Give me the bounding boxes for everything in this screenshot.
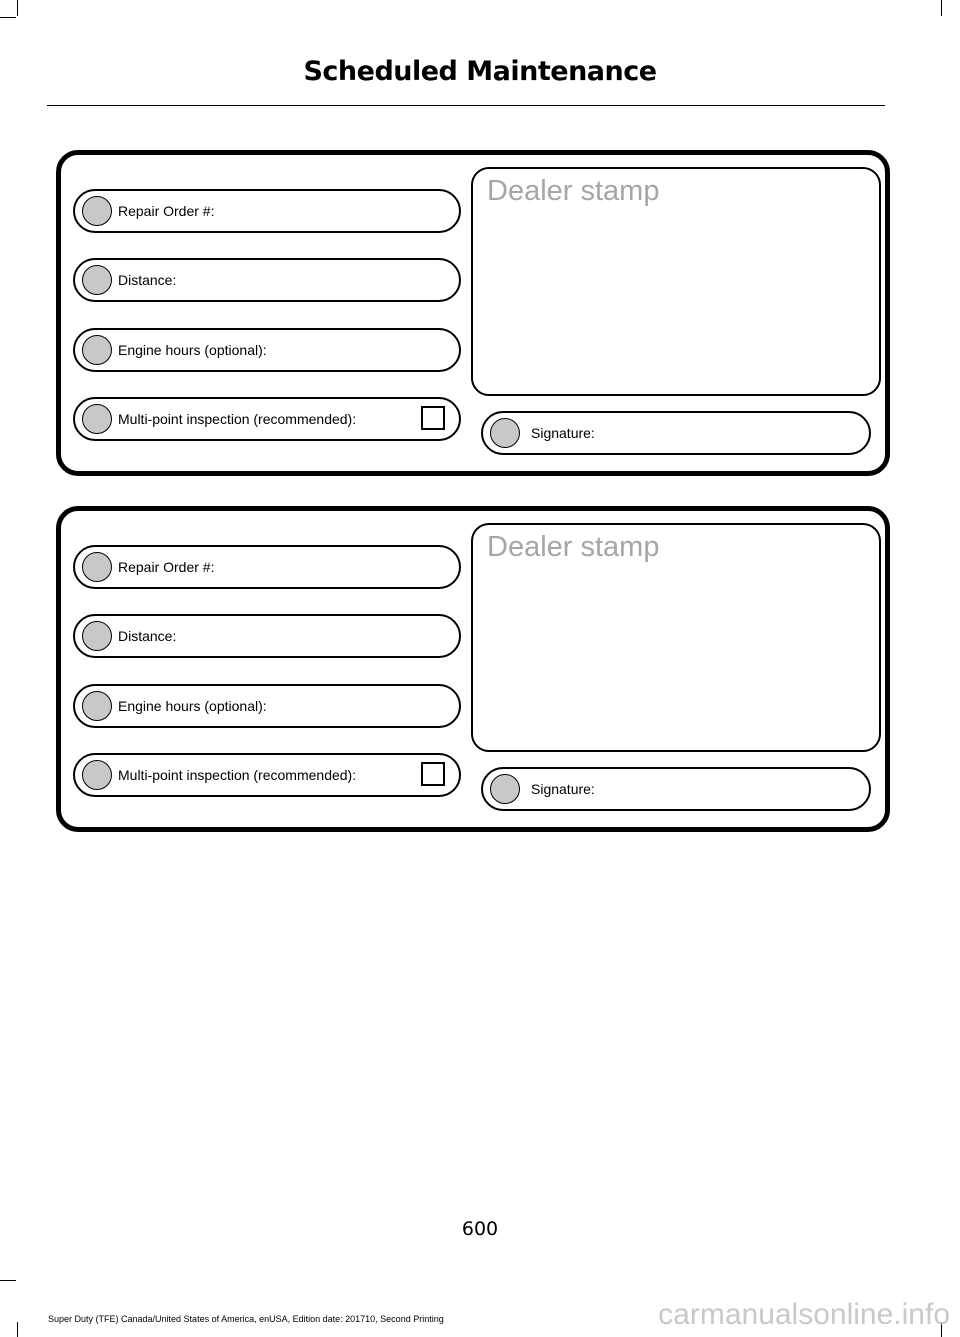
crop-mark xyxy=(941,0,942,16)
bullet-icon xyxy=(82,265,112,295)
bullet-icon xyxy=(82,404,112,434)
crop-mark xyxy=(0,17,16,18)
crop-mark xyxy=(17,0,18,16)
repair-order-label: Repair Order #: xyxy=(118,559,215,575)
bullet-icon xyxy=(82,691,112,721)
bullet-icon xyxy=(82,621,112,651)
repair-order-label: Repair Order #: xyxy=(118,203,215,219)
bullet-icon xyxy=(82,552,112,582)
maintenance-record-card xyxy=(56,150,890,476)
bullet-icon xyxy=(82,196,112,226)
dealer-stamp-box xyxy=(471,167,881,396)
distance-label: Distance: xyxy=(118,272,177,288)
dealer-stamp-box xyxy=(471,523,881,752)
crop-mark xyxy=(0,1280,16,1281)
signature-field[interactable] xyxy=(481,411,871,455)
engine-hours-field[interactable] xyxy=(73,684,461,728)
engine-hours-label: Engine hours (optional): xyxy=(118,698,267,714)
title-divider xyxy=(47,105,885,106)
inspection-label: Multi-point inspection (recommended): xyxy=(118,767,357,783)
distance-field[interactable] xyxy=(73,614,461,658)
inspection-label: Multi-point inspection (recommended): xyxy=(118,411,357,427)
inspection-field xyxy=(73,397,461,441)
page-number: 600 xyxy=(461,1218,499,1240)
bullet-icon xyxy=(490,774,520,804)
inspection-field xyxy=(73,753,461,797)
dealer-stamp-label: Dealer stamp xyxy=(487,175,660,207)
bullet-icon xyxy=(82,335,112,365)
distance-label: Distance: xyxy=(118,628,177,644)
repair-order-field[interactable] xyxy=(73,189,461,233)
engine-hours-field[interactable] xyxy=(73,328,461,372)
signature-label: Signature: xyxy=(531,781,595,797)
engine-hours-label: Engine hours (optional): xyxy=(118,342,267,358)
bullet-icon xyxy=(82,760,112,790)
repair-order-field[interactable] xyxy=(73,545,461,589)
watermark: carmanualsonline.info xyxy=(658,1298,950,1331)
distance-field[interactable] xyxy=(73,258,461,302)
footer-text: Super Duty (TFE) Canada/United States of America, enUSA, Edition date: 201710, Second Printing xyxy=(48,1314,444,1324)
signature-field[interactable] xyxy=(481,767,871,811)
bullet-icon xyxy=(490,418,520,448)
crop-mark xyxy=(17,1322,18,1337)
maintenance-record-card xyxy=(56,506,890,832)
inspection-checkbox[interactable] xyxy=(421,406,445,430)
signature-label: Signature: xyxy=(531,425,595,441)
inspection-checkbox[interactable] xyxy=(421,762,445,786)
dealer-stamp-label: Dealer stamp xyxy=(487,531,660,563)
page-title: Scheduled Maintenance xyxy=(303,56,657,87)
